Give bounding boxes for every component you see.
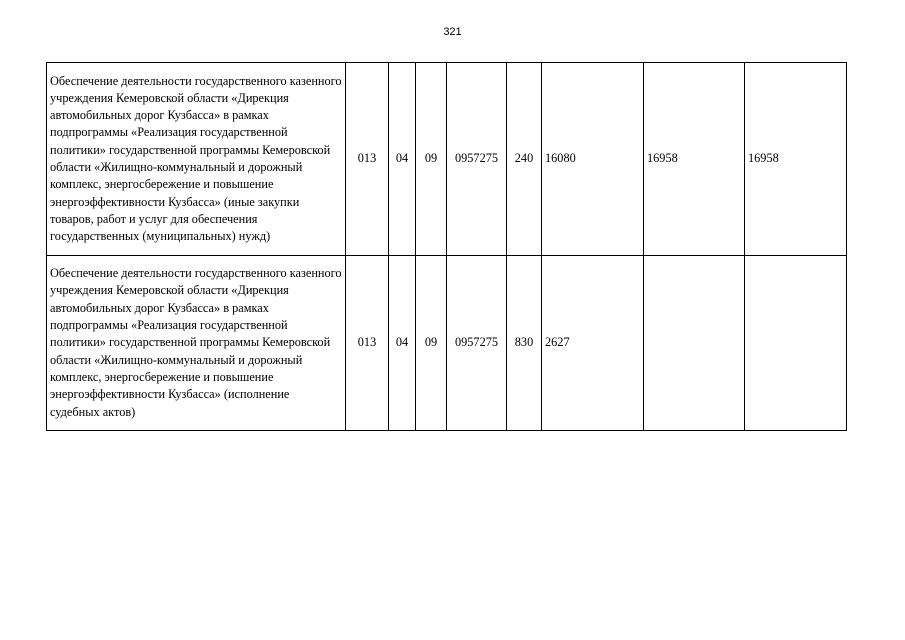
amount-year-1: 16080 [542,63,644,256]
target-article-code: 0957275 [447,63,507,256]
target-article-code: 0957275 [447,256,507,431]
amount-year-3 [745,256,847,431]
amount-year-2: 16958 [644,63,745,256]
budget-table [46,62,847,431]
ministry-code: 013 [346,256,389,431]
amount-year-1: 2627 [542,256,644,431]
table-row [47,256,847,431]
subsection-code: 09 [416,63,447,256]
subsection-code: 09 [416,256,447,431]
amount-year-3: 16958 [745,63,847,256]
row-description: Обеспечение деятельности государственного казенного учреждения Кемеровской области «Дирекция автомобильных дорог Кузбасса» в рамках подпрограммы «Реализация государственной политики» государственной программы Кемеровской области «Жилищно-коммунальный и дорожный комплекс, энергосбережение и повышение энергоэффективности Кузбасса» (иные закупки товаров, работ и услуг для обеспечения государственных (муниципальных) нужд) [47,63,346,256]
page-number: 321 [443,26,462,38]
expense-type-code: 830 [507,256,542,431]
section-code: 04 [389,63,416,256]
expense-type-code: 240 [507,63,542,256]
section-code: 04 [389,256,416,431]
row-description: Обеспечение деятельности государственного казенного учреждения Кемеровской области «Дирекция автомобильных дорог Кузбасса» в рамках подпрограммы «Реализация государственной политики» государственной программы Кемеровской области «Жилищно-коммунальный и дорожный комплекс, энергосбережение и повышение энергоэффективности Кузбасса» (исполнение судебных актов) [47,256,346,431]
amount-year-2 [644,256,745,431]
table-row [47,63,847,256]
ministry-code: 013 [346,63,389,256]
